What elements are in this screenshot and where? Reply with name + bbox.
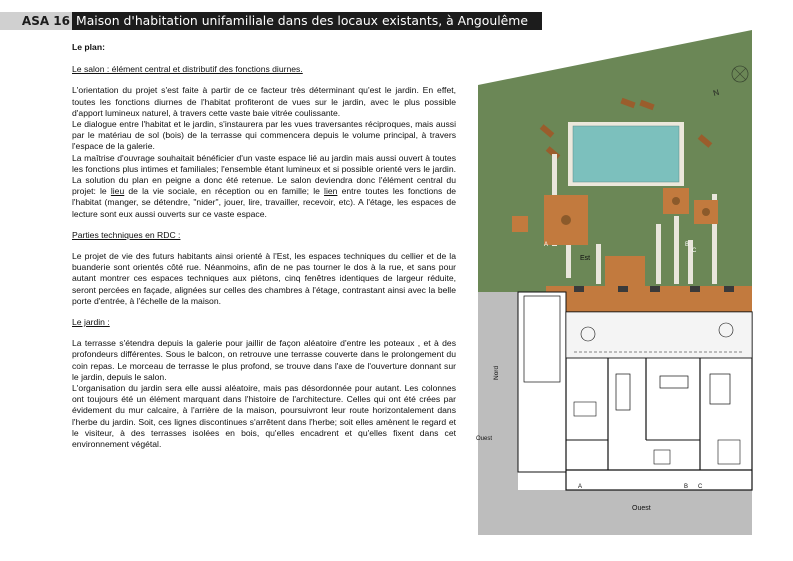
column-path bbox=[656, 224, 661, 284]
section-a-bottom: A bbox=[578, 484, 583, 490]
floor-plan bbox=[478, 30, 752, 535]
salon-paragraph-2: Le dialogue entre l'habitat et le jardin, s'instaurera par les vues traversantes réciproques, mais aussi par le matériau de sol (bois) de la terrasse qui commencera depuis le volume principal, à travers l'espace de la galerie. bbox=[72, 119, 456, 152]
column-path bbox=[596, 244, 601, 284]
salon-paragraph-3 bbox=[72, 153, 456, 220]
north-letter: N bbox=[712, 87, 721, 98]
section-b-top: B bbox=[685, 242, 690, 248]
ouest-small-label: Ouest bbox=[476, 436, 493, 442]
kitchen-island bbox=[616, 374, 630, 410]
section-c-top: C bbox=[692, 248, 697, 254]
sofa bbox=[660, 376, 688, 388]
nord-label: Nord bbox=[493, 365, 500, 380]
section-heading: Le plan: bbox=[72, 42, 105, 52]
salon-lieu: lieu bbox=[110, 186, 125, 197]
gallery bbox=[566, 312, 752, 358]
section-b-bottom: B bbox=[684, 484, 689, 490]
terrace-4 bbox=[512, 216, 528, 232]
pool bbox=[573, 126, 679, 182]
section-c-bottom: C bbox=[698, 484, 703, 490]
garden-paragraph-1: La terrasse s'étendra depuis la galerie pour jaillir de façon aléatoire d'entre les poteaux , et à des profondeurs différentes. Sous le balcon, on retrouve une terrasse couverte dans le prolongement du coin repas. Le morceau de terrasse le plus profond, se trouve dans l'axe de l'ouverture donnant sur le jardin, depuis le salon. bbox=[72, 338, 456, 382]
technical-title: Parties techniques en RDC : bbox=[72, 229, 181, 240]
salon-lien: lien bbox=[324, 186, 338, 197]
garden-title: Le jardin : bbox=[72, 317, 110, 328]
column-path bbox=[674, 216, 679, 284]
table bbox=[710, 374, 730, 404]
salon-title: Le salon : élément central et distributif des fonctions diurnes. bbox=[72, 64, 303, 75]
est-label: Est bbox=[580, 255, 591, 262]
salon-paragraph-3a: La maîtrise d'ouvrage souhaitait bénéficier d'un vaste espace lié au jardin mais aussi ouvert à toutes les fonctions plus intimes et familiales; l'ensemble étant lumineux et si possible orienté vers le jardin. La solution du plan en peigne a donc été retenue. Le salon deviendra donc l'élément central du projet: le bbox=[72, 152, 456, 197]
sheet-code: ASA 16 bbox=[0, 12, 72, 30]
salon-paragraph-3b: de la vie sociale, en réception ou en famille; le bbox=[128, 186, 320, 197]
page-header bbox=[0, 12, 542, 30]
salon-paragraph-1: L'orientation du projet s'est faite à partir de ce facteur très déterminant qu'est le jardin. En effet, toutes les fonctions diurnes de l'habitat profiteront de vues sur le jardin, avec le plus possible d'apport lumineux naturel, à travers cette vaste baie vitrée coulissante. bbox=[72, 85, 456, 118]
garden-paragraph-2: L'organisation du jardin sera elle aussi aléatoire, mais pas désordonnée pour autant. Les colonnes ont toujours été un élément marquant dans l'histoire de l'architecture. Celles qui ont été crées par évidement du mur calcaire, à l'arrière de la maison, poursuivront leur route horizontalement dans l'herbe du jardin. Soit, ces lignes discontinues s'arrêtent dans l'herbe; soit elles amènent le regard et le visiteur, à des terrasses isolées en bois, qu'elles encadrent et qu'elles fixent dans cet environnement végétal. bbox=[72, 383, 456, 450]
page-title: Maison d'habitation unifamiliale dans des locaux existants, à Angoulême bbox=[76, 13, 528, 28]
street-area-bottom bbox=[478, 490, 752, 535]
salon-paragraph-3c: entre toutes les fonctions de l'habitat (manger, se détendre, "nider", jouer, lire, travailler, recevoir, etc). A l'étage, les espaces de lecture sont eux aussi ouverts sur ce vaste espace. bbox=[72, 186, 457, 219]
technical-paragraph: Le projet de vie des futurs habitants ainsi orienté à l'Est, les espaces techniques du cellier et de la buanderie sont orientés côté rue. Néanmoins, afin de ne pas tourner le dos à la rue, et sans pour autant montrer ces espaces techniques aux piétons, cinq fenêtres identiques de largeur réduite, seront percées en façade, alignées sur celles des chambres à l'étage, contrastant ainsi avec la belle porte d'entrée, à l'échelle de la maison. bbox=[72, 251, 456, 306]
description-text bbox=[72, 42, 456, 450]
terrace-5 bbox=[605, 256, 645, 286]
ouest-label: Ouest bbox=[632, 505, 651, 512]
section-a-top: A bbox=[544, 242, 549, 248]
